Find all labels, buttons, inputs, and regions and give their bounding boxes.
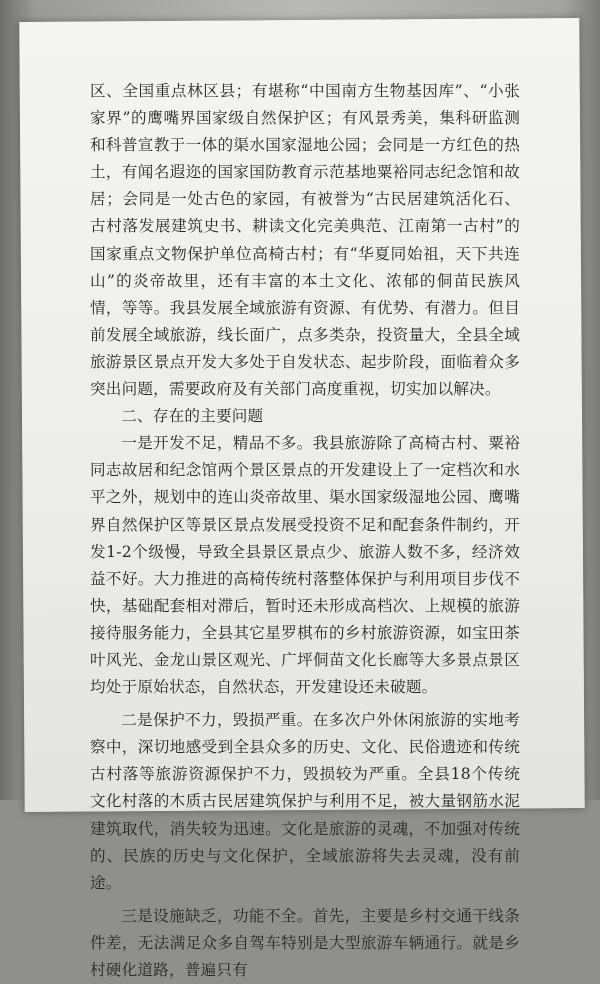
paragraph-facilities: 三是设施缺乏，功能不全。首先，主要是乡村交通干线条件差，无法满足众多自驾车特别是大型旅游车辆通行。就是乡村硬化道路，普遍只有 (90, 906, 520, 979)
paragraph-continued: 区、全国重点林区县；有堪称“中国南方生物基因库”、“小张家界”的鹰嘴界国家级自然保护区；有风景秀美，集科研监测和科普宣教于一体的渠水国家湿地公园；会同是一方红色的热土，有闻名遐迩的国家国防教育示范基地粟裕同志纪念馆和故居；会同是一处古色的家园，有被誉为“古民居建筑活化石、古村落发展建筑史书、耕读文化完美典范、江南第一古村”的国家重点文物保护单位高椅古村；有“华夏同始祖，天下共连山”的炎帝故里，还有丰富的本土文化、浓郁的侗苗民族风情，等等。我县发展全域旅游有资源、有优势、有潜力。但目前发展全域旅游，线长面广，点多类杂，投资量大，全县全域旅游景区景点开发大多处于自发状态、起步阶段，面临着众多突出问题，需要政府及有关部门高度重视，切实加以解决。 (90, 82, 520, 399)
paragraph-underdevelopment: 一是开发不足，精品不多。我县旅游除了高椅古村、粟裕同志故居和纪念馆两个景区景点的开发建设上了一定档次和水平之外，规划中的连山炎帝故里、渠水国家级湿地公园、鹰嘴界自然保护区等景区景点发展受投资不足和配套条件制约，开发1-2个级慢，导致全县景区景点少、旅游人数不多，经济效益不好。大力推进的高椅传统村落整体保护与利用项目步伐不快，基础配套相对滞后，暂时还未形成高档次、上规模的旅游接待服务能力，全县其它星罗棋布的乡村旅游资源，如宝田茶叶风光、金龙山景区观光、广坪侗苗文化长廊等大多景点景区均处于原始状态，自然状态，开发建设还未破题。 (90, 434, 520, 697)
section-heading: 二、存在的主要问题 (121, 407, 264, 426)
paragraph-protection: 二是保护不力，毁损严重。在多次户外休闲旅游的实地考察中，深切地感受到全县众多的历史、文化、民俗遗迹和传统古村落等旅游资源保护不力，毁损较为严重。全县18个传统文化村落的木质古民居建筑保护与利用不足，被大量钢筋水泥建筑取代，消失较为迅速。文化是旅游的灵魂，不加强对传统的、民族的历史与文化保护，全域旅游将失去灵魂，没有前途。 (90, 711, 520, 892)
document-body (90, 78, 520, 984)
